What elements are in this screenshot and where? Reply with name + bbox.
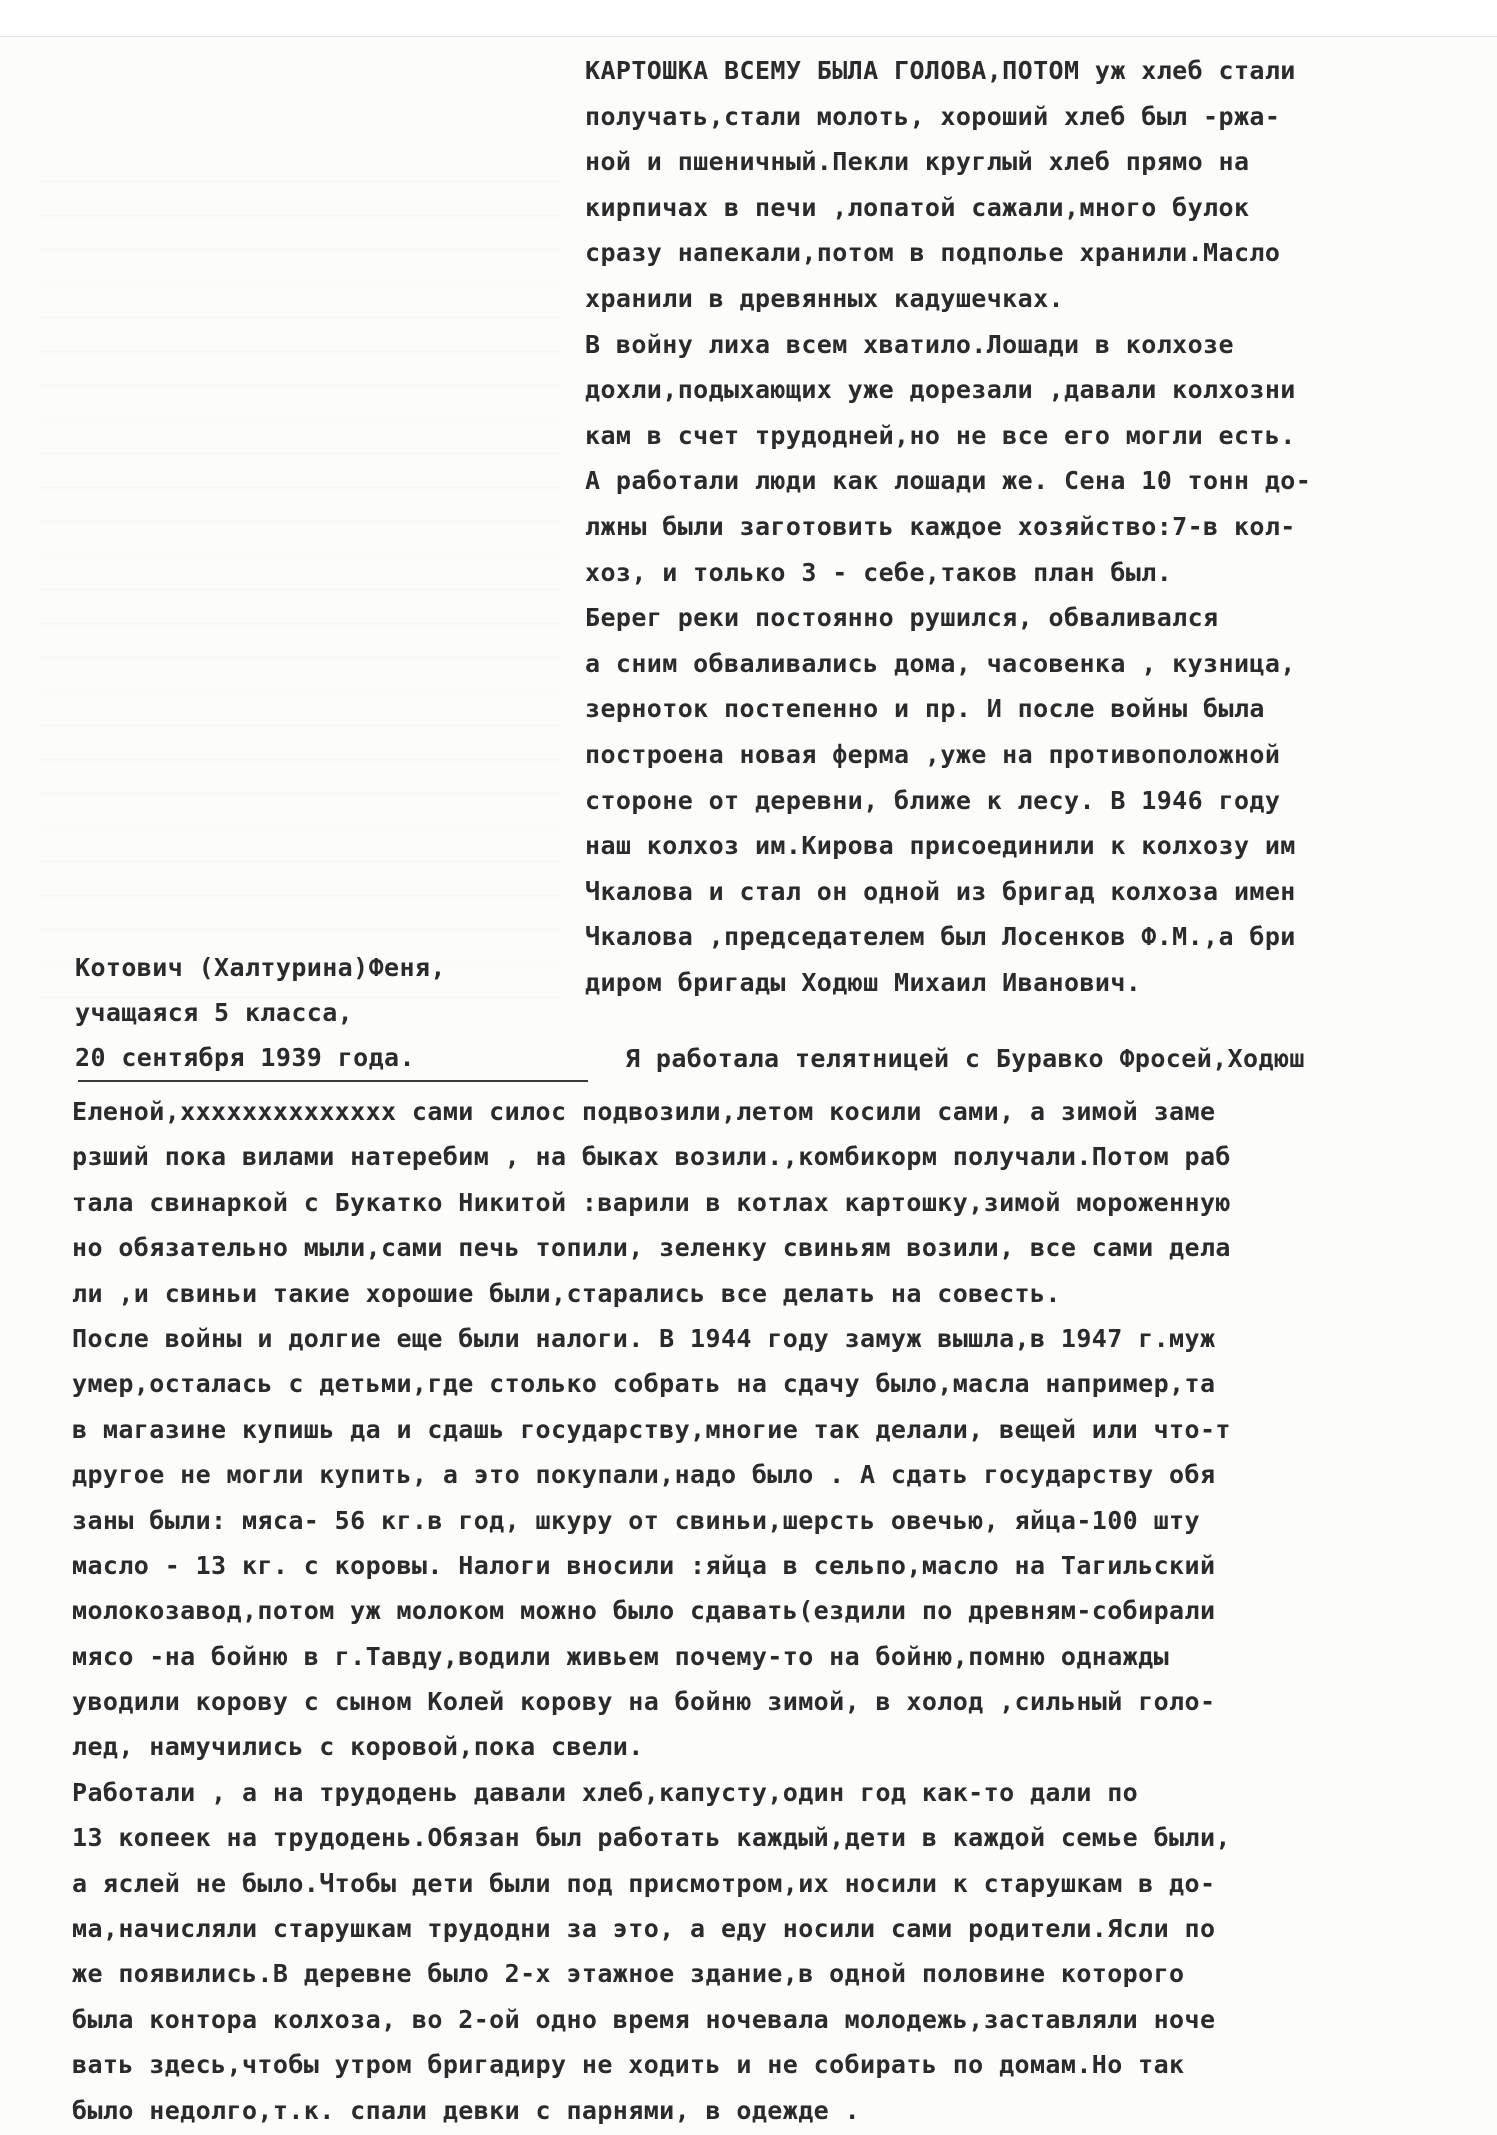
text-line: дохли,подыхающих уже дорезали ,давали колхозни <box>585 375 1296 405</box>
text-line: лжны были заготовить каждое хозяйство:7-в кол- <box>585 511 1296 541</box>
text-line: а сним обваливались дома, часовенка , кузница, <box>585 648 1296 678</box>
text-line: Чкалова ,председателем был Лосенков Ф.М.,а бри <box>585 922 1296 952</box>
paper-top-edge <box>0 0 1497 37</box>
text-line: сразу напекали,потом в подполье хранили.Масло <box>585 238 1281 268</box>
date-underline <box>78 1080 588 1082</box>
text-line: наш колхоз им.Кирова присоединили к колхозу им <box>585 831 1296 861</box>
text-line: лед, намучились с коровой,пока свели. <box>72 1732 644 1762</box>
text-line: хранили в древянных кадушечках. <box>585 283 1064 313</box>
author-class: учащаяся 5 класса, <box>75 998 354 1027</box>
text-line: тала свинаркой с Букатко Никитой :варили в котлах картошку,зимой мороженную <box>72 1187 1231 1217</box>
text-line: ма,начисляли старушкам трудодни за это, а еду носили сами родители.Ясли по <box>72 1914 1216 1944</box>
text-line: мясо -на бойню в г.Тавду,водили живьем почему-то на бойню,помню однажды <box>72 1641 1170 1671</box>
text-line: масло - 13 кг. с коровы. Налоги вносили :яйца в сельпо,масло на Тагильский <box>72 1550 1216 1580</box>
text-line: хоз, и только 3 - себе,таков план был. <box>585 557 1173 587</box>
text-line: Берег реки постоянно рушился, обваливался <box>585 603 1219 633</box>
author-signature-block <box>75 945 575 1080</box>
text-line: диром бригады Ходюш Михаил Иванович. <box>585 967 1142 997</box>
text-line: молокозавод,потом уж молоком можно было сдавать(ездили по древням-собирали <box>72 1596 1216 1626</box>
text-line: ли ,и свиньи такие хорошие были,старались все делать на совесть. <box>72 1278 1061 1308</box>
text-line: получать,стали молоть, хороший хлеб был -ржа- <box>585 101 1281 131</box>
text-line: А работали люди как лошади же. Сена 10 тонн до- <box>585 466 1312 496</box>
text-line: а яслей не было.Чтобы дети были под присмотром,их носили к старушкам в до- <box>72 1868 1216 1898</box>
text-line: уводили корову с сыном Колей корову на бойню зимой, в холод ,сильный голо- <box>72 1687 1216 1717</box>
text-line: рзший пока вилами натеребим , на быках возили.,комбикорм получали.Потом раб <box>72 1142 1231 1172</box>
text-line: другое не могли купить, а это покупали,надо было . А сдать государству обя <box>72 1460 1216 1490</box>
right-column-text <box>585 48 1497 1005</box>
text-line: Чкалова и стал он одной из бригад колхоза имен <box>585 876 1296 906</box>
text-line: в магазине купишь да и сдашь государству,многие так делали, вещей или что-т <box>72 1414 1231 1444</box>
text-line: Еленой,xxxxxxxxxxxxxx сами силос подвозили,летом косили сами, а зимой заме <box>72 1097 1216 1126</box>
text-line: стороне от деревни, ближе к лесу. В 1946 году <box>585 785 1281 815</box>
bleed-through-shadow <box>40 150 560 1000</box>
text-line: заны были: мяса- 56 кг.в год, шкуру от свиньи,шерсть овечью, яйца-100 шту <box>72 1505 1200 1535</box>
text-line: была контора колхоза, во 2-ой одно время ночевала молодежь,заставляли ноче <box>72 2004 1216 2034</box>
text-line: было недолго,т.к. спали девки с парнями, в одежде . <box>72 2095 861 2125</box>
text-line: же появились.В деревне было 2-х этажное здание,в одной половине которого <box>72 1959 1185 1989</box>
text-line: Я работала телятницей с Буравко Фросей,Ходюш <box>625 1044 1305 1073</box>
text-line: кирпичах в печи ,лопатой сажали,много булок <box>585 192 1250 222</box>
text-line: построена новая ферма ,уже на противоположной <box>585 739 1281 769</box>
text-line: но обязательно мыли,сами печь топили, зеленку свиньям возили, все сами дела <box>72 1233 1231 1263</box>
author-date: 20 сентября 1939 года. <box>75 1043 415 1072</box>
author-name: Котович (Халтурина)Феня, <box>75 953 446 982</box>
text-line: вать здесь,чтобы утром бригадиру не ходить и не собирать по домам.Но так <box>72 2050 1185 2080</box>
text-line: умер,осталась с детьми,где столько собрать на сдачу было,масла например,та <box>72 1369 1216 1399</box>
text-line: кам в счет трудодней,но не все его могли есть. <box>585 420 1296 450</box>
text-line: После войны и долгие еще были налоги. В 1944 году замуж вышла,в 1947 г.муж <box>72 1323 1216 1353</box>
text-line: Работали , а на трудодень давали хлеб,капусту,один год как-то дали по <box>72 1777 1139 1807</box>
text-line: КАРТОШКА ВСЕМУ БЫЛА ГОЛОВА,ПОТОМ уж хлеб стали <box>585 56 1296 85</box>
text-line: В войну лиха всем хватило.Лошади в колхозе <box>585 329 1234 359</box>
text-line: 13 копеек на трудодень.Обязан был работать каждый,дети в каждой семье были, <box>72 1823 1231 1853</box>
text-line: зерноток постепенно и пр. И после войны была <box>585 694 1265 724</box>
text-line: ной и пшеничный.Пекли круглый хлеб прямо на <box>585 147 1250 177</box>
main-body-text <box>72 1089 1497 2133</box>
